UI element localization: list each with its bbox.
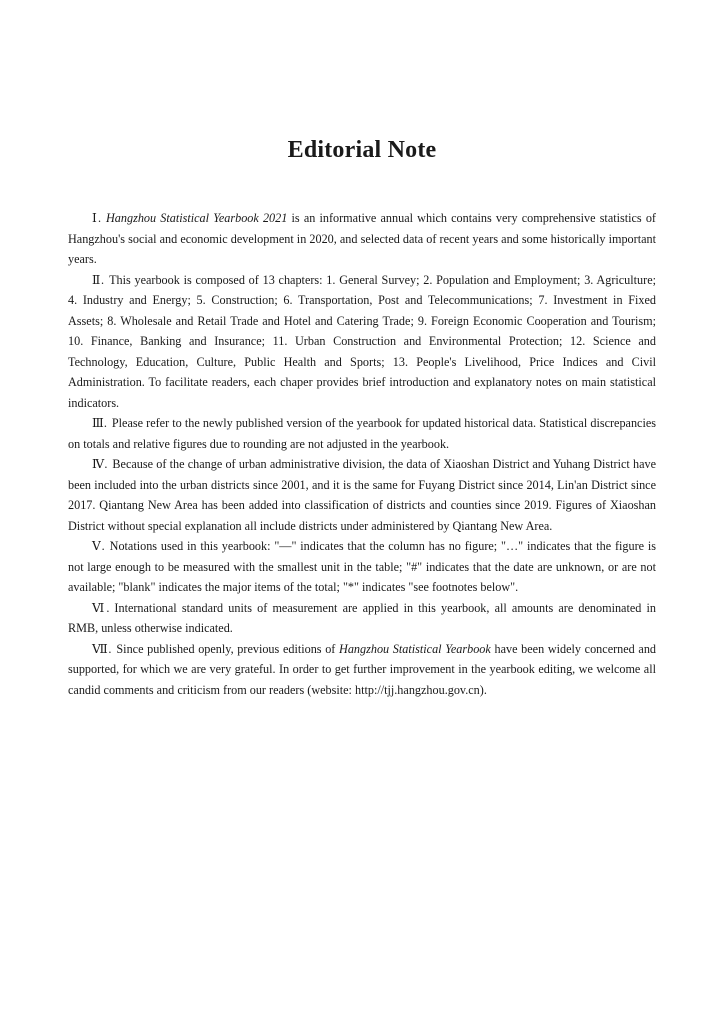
paragraph-text: This yearbook is composed of 13 chapters: 1. General Survey; 2. Population and Employment; 3. Agriculture; 4. Industry and Energy; 5. Construction; 6. Transportation, Post and Telecommunications; 7. Investment in Fixed Assets; 8. Wholesale and Retail Trade and Hotel and Catering Trade; 9. Foreign Economic Cooperation and Tourism; 10. Finance, Banking and Insurance; 11. Urban Construction and Environmental Protection; 12. Science and Technology, Education, Culture, Public Health and Sports; 13. People's Livelihood, Price Indices and Civil Administration. To facilitate readers, each chaper provides brief introduction and explanatory notes on main statistical indicators. [68,272,656,410]
paragraph-text: is an informative annual which contains very comprehensive statistics of Hangzhou's social and economic development in 2020, and selected data of recent years and some historically important years. [68,211,656,266]
paragraph-text: Because of the change of urban administrative division, the data of Xiaoshan District and Yuhang District have been included into the urban districts since 2001, and it is the same for Fuyang District since 2014, Lin'an District since 2017. Qiantang New Area has been added into classification of districts and counties since 2019. Figures of Xiaoshan District without special explanation all include districts under administered by Qiantang New Area. [68,457,656,533]
paragraph-text: Since published openly, previous editions of [116,641,336,656]
paragraph-6 [68,598,656,639]
paragraph-3 [68,413,656,454]
paragraph-1 [68,208,656,270]
paragraph-text: Please refer to the newly published version of the yearbook for updated historical data. Statistical discrepancies on totals and relative figures due to rounding are not adjusted in the yearbook. [68,416,656,451]
paragraph-text: International standard units of measurement are applied in this yearbook, all amounts are denominated in RMB, unless otherwise indicated. [68,600,656,635]
paragraph-numeral: Ⅲ. [92,416,107,430]
paragraph-text: Notations used in this yearbook: "—" indicates that the column has no figure; "…" indicates that the figure is not large enough to be measured with the smallest unit in the table; "#" indicates that the date are unknown, or are not available; "blank" indicates the major items of the total; "*" indicates "see footnotes below". [68,539,656,594]
yearbook-title: Hangzhou Statistical Yearbook 2021 [106,211,288,225]
editorial-body [68,208,656,700]
page-title: Editorial Note [287,137,437,163]
paragraph-numeral: Ⅰ. [92,211,101,225]
paragraph-5 [68,536,656,598]
paragraph-numeral: Ⅱ. [92,272,105,287]
paragraph-numeral: Ⅴ. [92,539,105,553]
paragraph-text: have been widely concerned and supported, for which we are very grateful. In order to get further improvement in the yearbook editing, we welcome all candid comments and criticism from our readers (website: http://tjj.hangzhou.gov.cn). [68,641,657,697]
paragraph-numeral: Ⅵ. [92,600,110,615]
paragraph-4 [68,454,656,536]
paragraph-7 [68,639,656,701]
paragraph-numeral: Ⅳ. [92,457,108,471]
paragraph-2 [68,270,656,414]
paragraph-numeral: Ⅶ. [92,641,112,656]
yearbook-title: Hangzhou Statistical Yearbook [339,641,491,656]
